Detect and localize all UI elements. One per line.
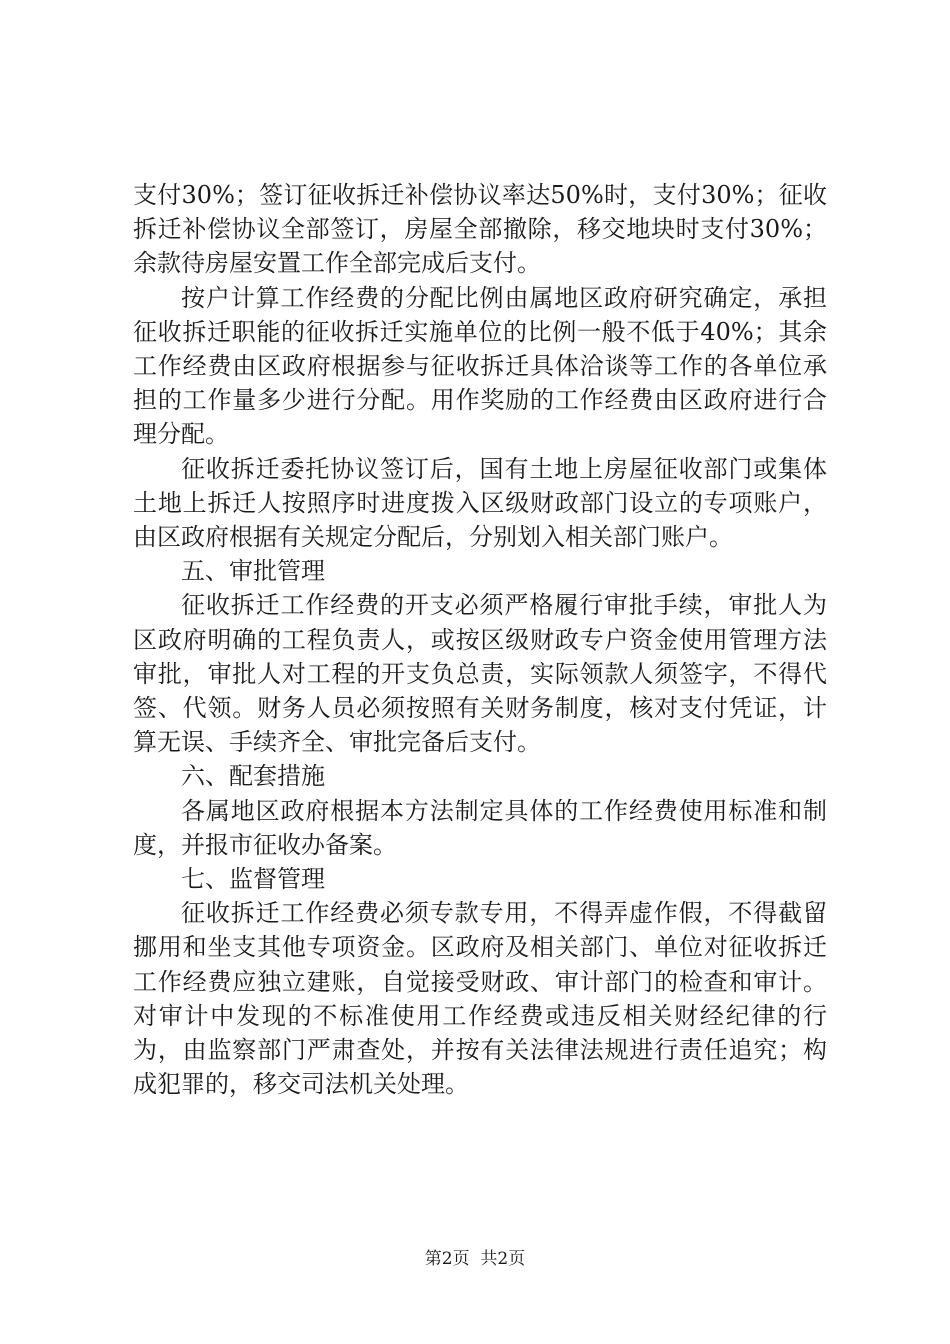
paragraph-approval: 征收拆迁工作经费的开支必须严格履行审批手续，审批人为区政府明确的工程负责人，或按区级财政专户资金使用管理方法审批，审批人对工程的开支负总责，实际领款人须签字，不得代签、代领。财务人员必须按照有关财务制度，核对支付凭证，计算无误、手续齐全、审批完备后支付。: [133, 591, 827, 757]
paragraph-fund-transfer: 征收拆迁委托协议签订后，国有土地上房屋征收部门或集体土地上拆迁人按照序时进度拨入区级财政部门设立的专项账户，由区政府根据有关规定分配后，分别划入相关部门账户。: [133, 454, 827, 552]
paragraph-payment-schedule: 支付30%；签订征收拆迁补偿协议率达50%时，支付30%；征收拆迁补偿协议全部签订，房屋全部撤除，移交地块时支付30%；余款待房屋安置工作全部完成后支付。: [133, 181, 827, 278]
paragraph-supervision: 征收拆迁工作经费必须专款专用，不得弄虚作假，不得截留挪用和坐支其他专项资金。区政府及相关部门、单位对征收拆迁工作经费应独立建账，自觉接受财政、审计部门的检查和审计。对审计中发现的不标准使用工作经费或违反相关财经纪律的行为，由监察部门严肃查处，并按有关法律法规进行责任追究；构成犯罪的，移交司法机关处理。: [133, 899, 827, 1099]
section-heading-approval: 五、审批管理: [181, 557, 325, 586]
page-total: 共2页: [480, 1249, 526, 1269]
paragraph-measures: 各属地区政府根据本方法制定具体的工作经费使用标准和制度，并报市征收办备案。: [133, 796, 827, 859]
section-heading-measures: 六、配套措施: [181, 762, 325, 791]
document-body: [133, 178, 827, 1101]
page-number: 第2页: [424, 1249, 470, 1269]
paragraph-fund-allocation: 按户计算工作经费的分配比例由属地区政府研究确定，承担征收拆迁职能的征收拆迁实施单位的比例一般不低于40%；其余工作经费由区政府根据参与征收拆迁具体洽谈等工作的各单位承担的工作量多少进行分配。用作奖励的工作经费由区政府进行合理分配。: [133, 283, 827, 449]
page-footer: [0, 1244, 950, 1269]
section-heading-supervision: 七、监督管理: [181, 865, 325, 894]
